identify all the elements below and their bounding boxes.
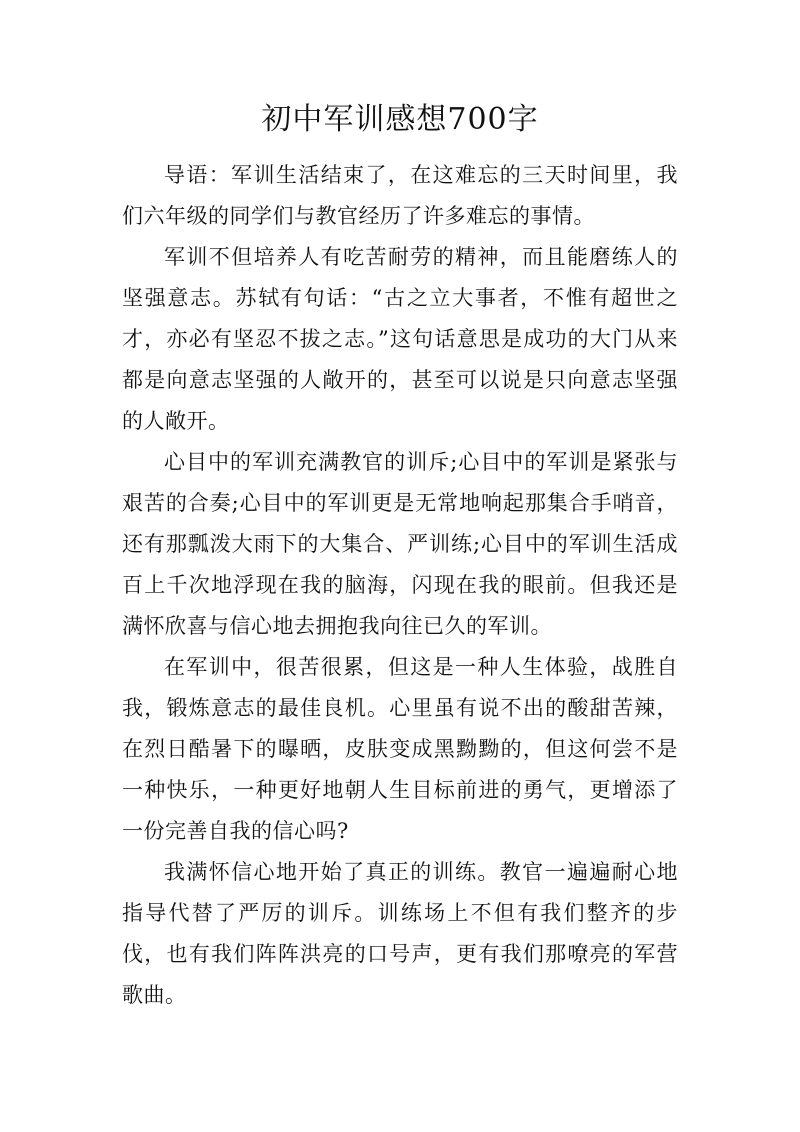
document-title: 初中军训感想700字 [261, 102, 539, 137]
paragraph-2: 军训不但培养人有吃苦耐劳的精神，而且能磨练人的坚强意志。苏轼有句话：“古之立大事者，不惟有超世之才，亦必有坚忍不拔之志。”这句话意思是成功的大门从来都是向意志坚强的人敞开的，甚至可以说是只向意志坚强的人敞开。 [122, 245, 678, 433]
paragraph-4: 在军训中，很苦很累，但这是一种人生体验，战胜自我，锻炼意志的最佳良机。心里虽有说不出的酸甜苦辣，在烈日酷暑下的曝晒，皮肤变成黑黝黝的，但这何尝不是一种快乐，一种更好地朝人生目标前进的勇气，更增添了一份完善自我的信心吗? [122, 655, 678, 843]
document-body [122, 155, 678, 1016]
paragraph-5: 我满怀信心地开始了真正的训练。教官一遍遍耐心地指导代替了严厉的训斥。训练场上不但有我们整齐的步伐，也有我们阵阵洪亮的口号声，更有我们那嘹亮的军营歌曲。 [122, 860, 678, 1007]
paragraph-1: 导语：军训生活结束了，在这难忘的三天时间里，我们六年级的同学们与教官经历了许多难忘的事情。 [122, 163, 678, 228]
paragraph-3: 心目中的军训充满教官的训斥;心目中的军训是紧张与艰苦的合奏;心目中的军训更是无常地响起那集合手哨音，还有那瓢泼大雨下的大集合、严训练;心目中的军训生活成百上千次地浮现在我的脑海，闪现在我的眼前。但我还是满怀欣喜与信心地去拥抱我向往已久的军训。 [122, 450, 678, 638]
